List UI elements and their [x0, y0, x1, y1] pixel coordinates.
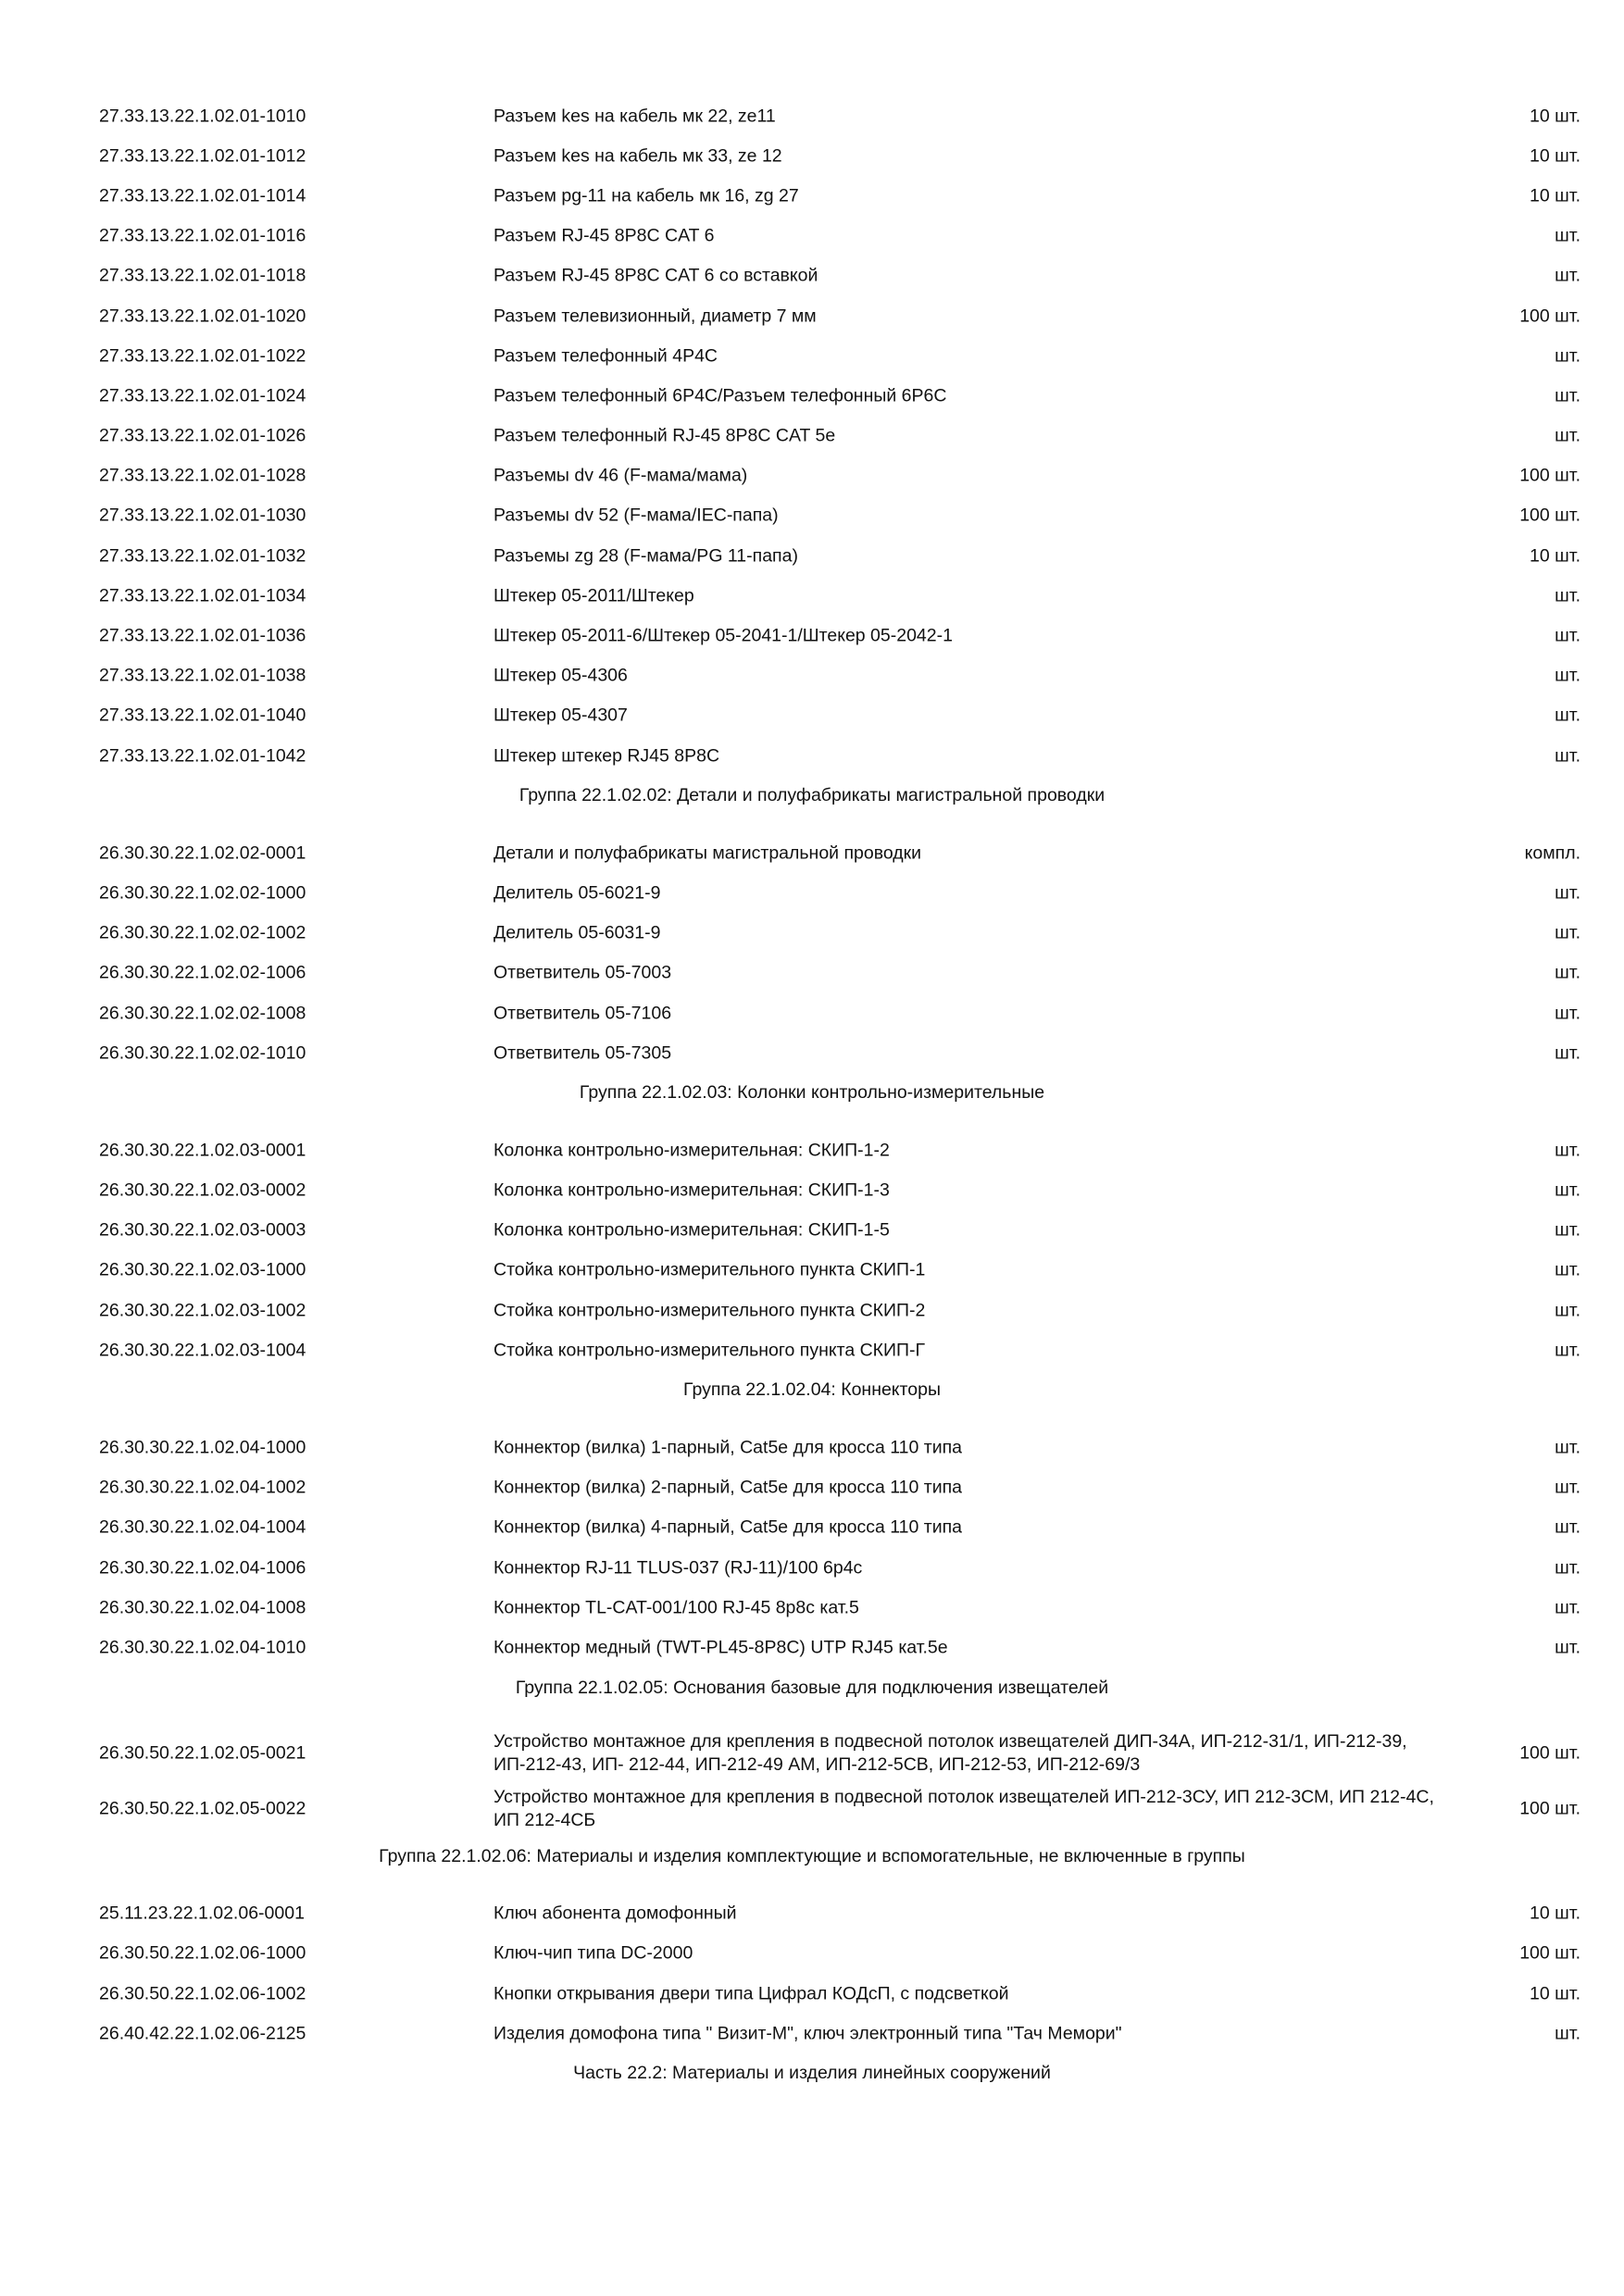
item-code: 27.33.13.22.1.02.01-1016 — [99, 225, 306, 246]
item-name: Штекер 05-4306 — [493, 665, 628, 686]
item-code: 27.33.13.22.1.02.01-1040 — [99, 705, 306, 726]
item-unit: шт. — [1555, 1516, 1580, 1538]
item-code: 26.30.30.22.1.02.04-1002 — [99, 1477, 306, 1498]
table-row — [0, 1628, 1624, 1667]
item-unit: шт. — [1555, 265, 1580, 286]
item-name: Ключ абонента домофонный — [493, 1903, 737, 1924]
item-unit: шт. — [1555, 625, 1580, 646]
item-code: 27.33.13.22.1.02.01-1028 — [99, 465, 306, 486]
item-unit: шт. — [1555, 1477, 1580, 1498]
item-unit: 10 шт. — [1530, 185, 1580, 206]
item-code: 26.30.30.22.1.02.03-0002 — [99, 1179, 306, 1201]
table-row — [0, 1033, 1624, 1073]
item-code: 26.30.30.22.1.02.04-1008 — [99, 1597, 306, 1618]
item-name: Ключ-чип типа DC-2000 — [493, 1942, 693, 1964]
item-code: 26.30.30.22.1.02.02-1006 — [99, 962, 306, 983]
item-code: 25.11.23.22.1.02.06-0001 — [99, 1903, 305, 1924]
item-unit: 10 шт. — [1530, 1983, 1580, 2004]
item-name: Коннектор (вилка) 1-парный, Cat5e для кросса 110 типа — [493, 1437, 963, 1458]
item-name: Коннектор TL-CAT-001/100 RJ-45 8p8c кат.5 — [493, 1597, 859, 1618]
item-unit: шт. — [1555, 2023, 1580, 2044]
item-unit: шт. — [1555, 1179, 1580, 1201]
item-name: Коннектор (вилка) 4-парный, Cat5e для кросса 110 типа — [493, 1516, 963, 1538]
item-unit: шт. — [1555, 1003, 1580, 1024]
item-code: 26.30.30.22.1.02.03-1004 — [99, 1340, 306, 1361]
item-unit: 100 шт. — [1519, 505, 1580, 526]
item-code: 27.33.13.22.1.02.01-1012 — [99, 145, 306, 167]
table-row — [0, 1588, 1624, 1628]
item-unit: компл. — [1524, 842, 1580, 864]
item-code: 26.30.30.22.1.02.02-1010 — [99, 1042, 306, 1064]
group-heading-text: Группа 22.1.02.05: Основания базовые для подключения извещателей — [515, 1677, 1109, 1698]
table-row — [0, 1894, 1624, 1934]
table-row — [0, 1974, 1624, 2014]
table-row — [0, 2014, 1624, 2053]
item-code: 26.40.42.22.1.02.06-2125 — [99, 2023, 306, 2044]
part-heading — [0, 2053, 1624, 2118]
item-name: Ответвитель 05-7003 — [493, 962, 672, 983]
group-heading — [0, 1073, 1624, 1130]
item-unit: 100 шт. — [1519, 1742, 1580, 1764]
item-unit: 100 шт. — [1519, 1798, 1580, 1819]
group-heading-text: Группа 22.1.02.06: Материалы и изделия комплектующие и вспомогательные, не включенные в группы — [379, 1845, 1245, 1866]
item-unit: 10 шт. — [1530, 145, 1580, 167]
item-unit: 10 шт. — [1530, 106, 1580, 127]
item-name: Разъем телевизионный, диаметр 7 мм — [493, 306, 817, 327]
item-name: Изделия домофона типа " Визит-М", ключ электронный типа "Тач Мемори" — [493, 2023, 1122, 2044]
group-heading-text: Группа 22.1.02.04: Коннекторы — [683, 1379, 941, 1401]
table-row — [0, 736, 1624, 776]
item-unit: шт. — [1555, 225, 1580, 246]
table-row — [0, 576, 1624, 616]
item-unit: шт. — [1555, 1637, 1580, 1658]
item-unit: шт. — [1555, 345, 1580, 367]
item-name: Разъем телефонный 6P4C/Разъем телефонный 6P6C — [493, 385, 947, 406]
item-name: Разъем kes на кабель мк 22, ze11 — [493, 106, 776, 127]
table-row — [0, 954, 1624, 993]
item-code: 27.33.13.22.1.02.01-1034 — [99, 585, 306, 606]
table-row — [0, 873, 1624, 913]
item-code: 26.30.30.22.1.02.03-1002 — [99, 1300, 306, 1321]
item-code: 26.30.30.22.1.02.02-1008 — [99, 1003, 306, 1024]
item-unit: шт. — [1555, 385, 1580, 406]
table-row — [0, 1130, 1624, 1170]
table-row — [0, 616, 1624, 655]
item-unit: шт. — [1555, 1140, 1580, 1161]
item-code: 26.30.30.22.1.02.04-1004 — [99, 1516, 306, 1538]
item-code: 27.33.13.22.1.02.01-1010 — [99, 106, 306, 127]
table-row — [0, 217, 1624, 256]
item-unit: шт. — [1555, 1259, 1580, 1280]
table-row — [0, 496, 1624, 536]
item-unit: 100 шт. — [1519, 1942, 1580, 1964]
item-name: Кнопки открывания двери типа Цифрал КОДсП, с подсветкой — [493, 1983, 1009, 2004]
item-unit: шт. — [1555, 1340, 1580, 1361]
item-code: 26.30.50.22.1.02.06-1002 — [99, 1983, 306, 2004]
item-unit: шт. — [1555, 425, 1580, 446]
item-name: Разъем pg-11 на кабель мк 16, zg 27 — [493, 185, 799, 206]
item-name: Разъем RJ-45 8P8C CAT 6 — [493, 225, 715, 246]
group-heading-text: Группа 22.1.02.03: Колонки контрольно-измерительные — [579, 1082, 1045, 1104]
table-row — [0, 376, 1624, 416]
part-heading-text: Часть 22.2: Материалы и изделия линейных сооружений — [573, 2063, 1051, 2084]
item-unit: 10 шт. — [1530, 545, 1580, 567]
item-name: Штекер штекер RJ45 8P8C — [493, 745, 720, 767]
item-code: 26.30.50.22.1.02.06-1000 — [99, 1942, 306, 1964]
item-unit: шт. — [1555, 882, 1580, 904]
item-name: Устройство монтажное для крепления в подвесной потолок извещателей ИП-212-3СУ, ИП 212-3СМ, ИП 212-4С, ИП 212-4СБ — [493, 1786, 1434, 1830]
group-heading-text: Группа 22.1.02.02: Детали и полуфабрикаты магистральной проводки — [518, 785, 1106, 806]
item-unit: шт. — [1555, 705, 1580, 726]
table-row — [0, 456, 1624, 496]
item-unit: шт. — [1555, 1437, 1580, 1458]
table-row — [0, 1171, 1624, 1211]
item-code: 27.33.13.22.1.02.01-1026 — [99, 425, 306, 446]
item-name: Колонка контрольно-измерительная: СКИП-1-3 — [493, 1179, 890, 1201]
item-unit: 10 шт. — [1530, 1903, 1580, 1924]
item-name: Штекер 05-2011-6/Штекер 05-2041-1/Штекер 05-2042-1 — [493, 625, 953, 646]
item-name: Коннектор медный (TWT-PL45-8P8C) UTP RJ45 кат.5е — [493, 1637, 948, 1658]
table-row — [0, 1330, 1624, 1370]
item-code: 27.33.13.22.1.02.01-1032 — [99, 545, 306, 567]
table-row — [0, 1468, 1624, 1508]
table-row — [0, 696, 1624, 736]
item-unit: 100 шт. — [1519, 306, 1580, 327]
item-name: Разъемы dv 52 (F-мама/IEC-папа) — [493, 505, 779, 526]
item-code: 26.30.30.22.1.02.04-1006 — [99, 1557, 306, 1578]
item-unit: шт. — [1555, 665, 1580, 686]
table-row — [0, 1726, 1624, 1781]
table-row — [0, 256, 1624, 296]
table-row — [0, 833, 1624, 873]
table-row — [0, 1251, 1624, 1291]
table-row — [0, 1428, 1624, 1467]
table-row — [0, 1934, 1624, 1974]
item-code: 26.30.50.22.1.02.05-0021 — [99, 1742, 306, 1764]
table-row — [0, 1781, 1624, 1837]
item-unit: шт. — [1555, 585, 1580, 606]
group-heading — [0, 1668, 1624, 1726]
item-code: 27.33.13.22.1.02.01-1018 — [99, 265, 306, 286]
group-heading — [0, 1370, 1624, 1428]
table-row — [0, 914, 1624, 954]
item-name: Колонка контрольно-измерительная: СКИП-1-2 — [493, 1140, 890, 1161]
item-unit: шт. — [1555, 1597, 1580, 1618]
table-row — [0, 176, 1624, 216]
table-row — [0, 536, 1624, 576]
item-unit: шт. — [1555, 1219, 1580, 1241]
item-name: Коннектор (вилка) 2-парный, Cat5e для кросса 110 типа — [493, 1477, 963, 1498]
table-row — [0, 136, 1624, 176]
item-name: Разъемы zg 28 (F-мама/PG 11-папа) — [493, 545, 798, 567]
item-name: Штекер 05-4307 — [493, 705, 628, 726]
item-name: Ответвитель 05-7106 — [493, 1003, 672, 1024]
table-row — [0, 1211, 1624, 1251]
item-code: 26.30.30.22.1.02.03-0003 — [99, 1219, 306, 1241]
item-unit: шт. — [1555, 745, 1580, 767]
table-row — [0, 1548, 1624, 1588]
item-code: 27.33.13.22.1.02.01-1038 — [99, 665, 306, 686]
item-name: Делитель 05-6021-9 — [493, 882, 661, 904]
item-name: Стойка контрольно-измерительного пункта СКИП-Г — [493, 1340, 926, 1361]
item-name: Разъем телефонный RJ-45 8P8C CAT 5e — [493, 425, 836, 446]
item-name: Колонка контрольно-измерительная: СКИП-1-5 — [493, 1219, 890, 1241]
group-heading — [0, 1837, 1624, 1894]
item-unit: 100 шт. — [1519, 465, 1580, 486]
item-unit: шт. — [1555, 962, 1580, 983]
item-code: 26.30.30.22.1.02.03-0001 — [99, 1140, 306, 1161]
item-code: 26.30.30.22.1.02.03-1000 — [99, 1259, 306, 1280]
item-code: 27.33.13.22.1.02.01-1030 — [99, 505, 306, 526]
table-row — [0, 1508, 1624, 1548]
item-code: 27.33.13.22.1.02.01-1020 — [99, 306, 306, 327]
item-code: 26.30.50.22.1.02.05-0022 — [99, 1798, 306, 1819]
item-code: 27.33.13.22.1.02.01-1042 — [99, 745, 306, 767]
item-name: Коннектор RJ-11 TLUS-037 (RJ-11)/100 6p4c — [493, 1557, 863, 1578]
item-name: Делитель 05-6031-9 — [493, 922, 661, 943]
item-name: Стойка контрольно-измерительного пункта СКИП-2 — [493, 1300, 926, 1321]
item-unit: шт. — [1555, 1557, 1580, 1578]
item-name: Стойка контрольно-измерительного пункта СКИП-1 — [493, 1259, 926, 1280]
document-page — [0, 96, 1624, 2118]
item-name: Устройство монтажное для крепления в подвесной потолок извещателей ДИП-34А, ИП-212-31/1, ИП-212-39, ИП-212-43, ИП- 212-44, ИП-212-49 АМ, ИП-212-5СВ, ИП-212-53, ИП-212-69/3 — [493, 1730, 1407, 1775]
table-row — [0, 336, 1624, 376]
item-code: 26.30.30.22.1.02.02-1002 — [99, 922, 306, 943]
item-code: 27.33.13.22.1.02.01-1022 — [99, 345, 306, 367]
group-heading — [0, 776, 1624, 833]
item-name: Разъемы dv 46 (F-мама/мама) — [493, 465, 748, 486]
item-name: Ответвитель 05-7305 — [493, 1042, 672, 1064]
item-name: Детали и полуфабрикаты магистральной проводки — [493, 842, 922, 864]
table-row — [0, 993, 1624, 1033]
table-row — [0, 417, 1624, 456]
item-code: 26.30.30.22.1.02.02-1000 — [99, 882, 306, 904]
item-name: Разъем kes на кабель мк 33, ze 12 — [493, 145, 782, 167]
item-code: 27.33.13.22.1.02.01-1014 — [99, 185, 306, 206]
item-name: Разъем RJ-45 8P8C CAT 6 со вставкой — [493, 265, 818, 286]
table-row — [0, 1291, 1624, 1330]
item-code: 26.30.30.22.1.02.04-1000 — [99, 1437, 306, 1458]
table-row — [0, 96, 1624, 136]
table-row — [0, 296, 1624, 336]
item-unit: шт. — [1555, 1042, 1580, 1064]
item-unit: шт. — [1555, 1300, 1580, 1321]
item-code: 26.30.30.22.1.02.02-0001 — [99, 842, 306, 864]
item-code: 27.33.13.22.1.02.01-1024 — [99, 385, 306, 406]
item-name: Разъем телефонный 4P4C — [493, 345, 718, 367]
table-row — [0, 656, 1624, 696]
item-unit: шт. — [1555, 922, 1580, 943]
item-code: 26.30.30.22.1.02.04-1010 — [99, 1637, 306, 1658]
item-name: Штекер 05-2011/Штекер — [493, 585, 694, 606]
item-code: 27.33.13.22.1.02.01-1036 — [99, 625, 306, 646]
